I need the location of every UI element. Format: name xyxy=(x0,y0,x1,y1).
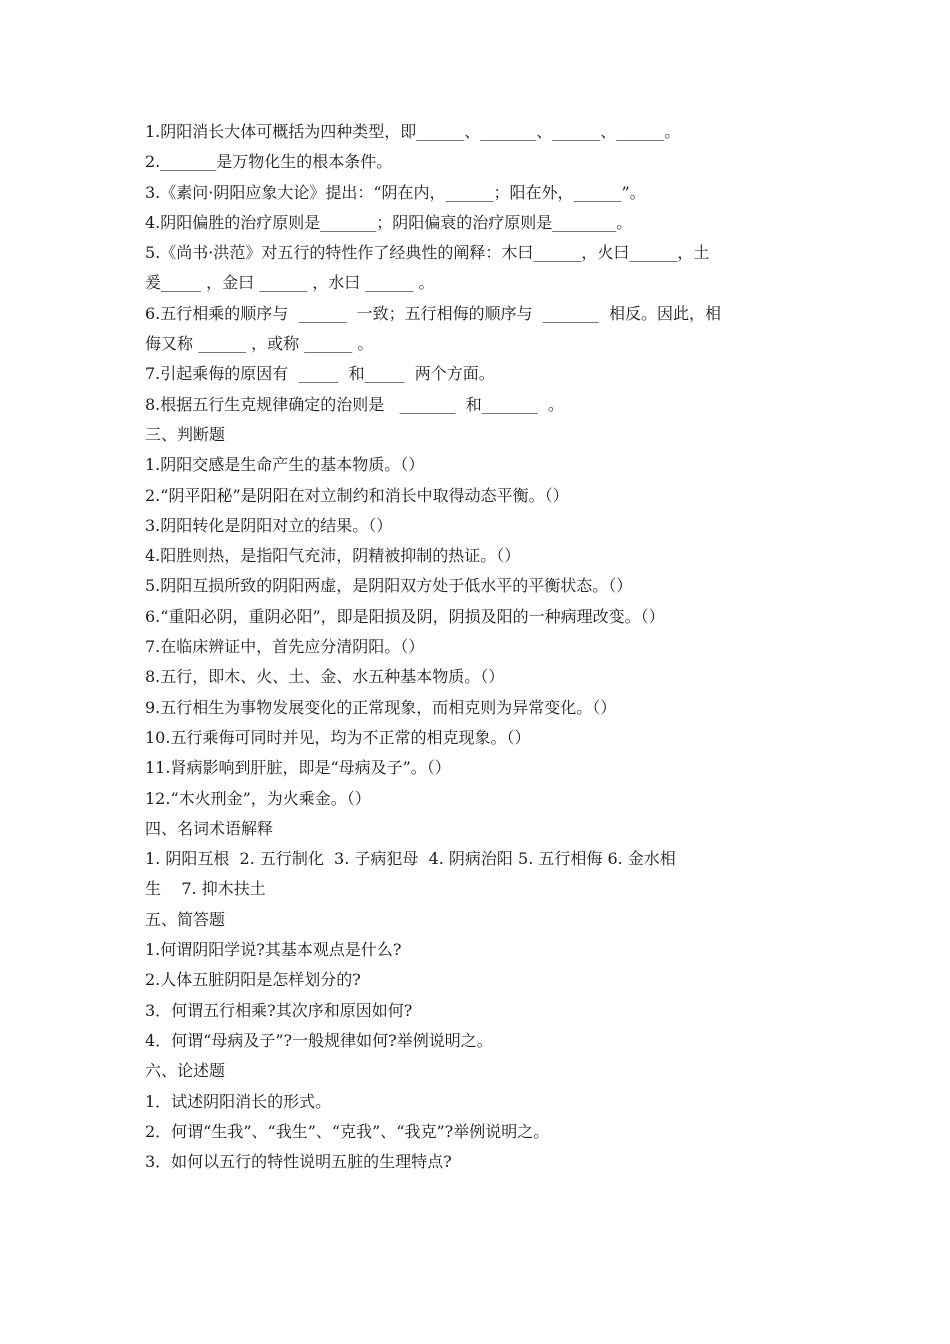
true-false-question-6: 6.“重阳必阴，重阴必阳”，即是阳损及阴，阴损及阳的一种病理改变。（） xyxy=(145,606,665,626)
fill-in-question-6-cont: 侮又称 ______ ，或称 ______ 。 xyxy=(145,334,374,354)
fill-in-question-8: 8.根据五行生克规律确定的治则是 _______ 和_______ 。 xyxy=(145,394,564,414)
fill-in-question-1: 1.阴阳消长大体可概括为四种类型，即______、_______、______、______。 xyxy=(145,122,681,141)
short-answer-question-1: 1.何谓阴阳学说?其基本观点是什么? xyxy=(145,940,402,960)
fill-in-question-3: 3.《素问·阴阳应象大论》提出：“阴在内，______；阳在外，______”。 xyxy=(145,182,646,202)
true-false-question-2: 2.“阴平阳秘”是阴阳在对立制约和消长中取得动态平衡。（） xyxy=(145,485,569,505)
true-false-question-4: 4.阳胜则热，是指阳气充沛，阴精被抑制的热证。（） xyxy=(145,546,521,566)
terms-list: 1. 阴阳互根 2. 五行制化 3. 子病犯母 4. 阴病治阳 5. 五行相侮 6. 金水相 xyxy=(145,849,676,869)
true-false-question-1: 1.阴阳交感是生命产生的基本物质。（） xyxy=(145,455,425,475)
true-false-question-8: 8.五行，即木、火、土、金、水五种基本物质。（） xyxy=(145,667,505,687)
essay-question-1: 1．试述阴阳消长的形式。 xyxy=(145,1091,332,1111)
fill-in-question-2: 2._______是万物化生的根本条件。 xyxy=(145,152,393,172)
true-false-question-10: 10.五行乘侮可同时并见，均为不正常的相克现象。（） xyxy=(145,727,531,747)
true-false-question-9: 9.五行相生为事物发展变化的正常现象，而相克则为异常变化。（） xyxy=(145,697,617,717)
section-heading-essay: 六、论述题 xyxy=(145,1061,226,1081)
fill-in-question-7: 7.引起乘侮的原因有 _____ 和_____ 两个方面。 xyxy=(145,364,495,384)
document-page xyxy=(145,117,805,1177)
section-heading-true-false: 三、判断题 xyxy=(145,424,226,444)
fill-in-question-4: 4.阴阳偏胜的治疗原则是_______；阴阳偏衰的治疗原则是________。 xyxy=(145,212,633,232)
section-heading-short-answer: 五、简答题 xyxy=(145,909,226,929)
fill-in-question-5-cont: 爰_____ ，金曰 ______ ，水曰 ______ 。 xyxy=(145,273,435,293)
true-false-question-7: 7.在临床辨证中，首先应分清阴阳。（） xyxy=(145,637,425,657)
short-answer-question-4: 4．何谓“母病及子”?一般规律如何?举例说明之。 xyxy=(145,1030,493,1050)
essay-question-3: 3．如何以五行的特性说明五脏的生理特点? xyxy=(145,1152,452,1172)
fill-in-question-6: 6.五行相乘的顺序与 ______ 一致；五行相侮的顺序与 _______ 相反。因此，相 xyxy=(145,303,721,323)
true-false-question-3: 3.阴阳转化是阴阳对立的结果。（） xyxy=(145,515,393,535)
true-false-question-5: 5.阴阳互损所致的阴阳两虚，是阴阳双方处于低水平的平衡状态。（） xyxy=(145,576,633,596)
section-heading-terms: 四、名词术语解释 xyxy=(145,818,274,838)
short-answer-question-2: 2.人体五脏阴阳是怎样划分的? xyxy=(145,970,361,990)
short-answer-question-3: 3．何谓五行相乘?其次序和原因如何? xyxy=(145,1000,413,1020)
true-false-question-12: 12.“木火刑金”，为火乘金。（） xyxy=(145,788,371,808)
true-false-question-11: 11.肾病影响到肝脏，即是“母病及子”。（） xyxy=(145,758,451,778)
terms-list-cont: 生 7. 抑木扶土 xyxy=(145,879,266,899)
fill-in-question-5: 5.《尚书·洪范》对五行的特性作了经典性的阐释：木曰______，火曰______，土 xyxy=(145,243,710,263)
essay-question-2: 2．何谓“生我”、“我生”、“克我”、“我克”?举例说明之。 xyxy=(145,1121,550,1141)
